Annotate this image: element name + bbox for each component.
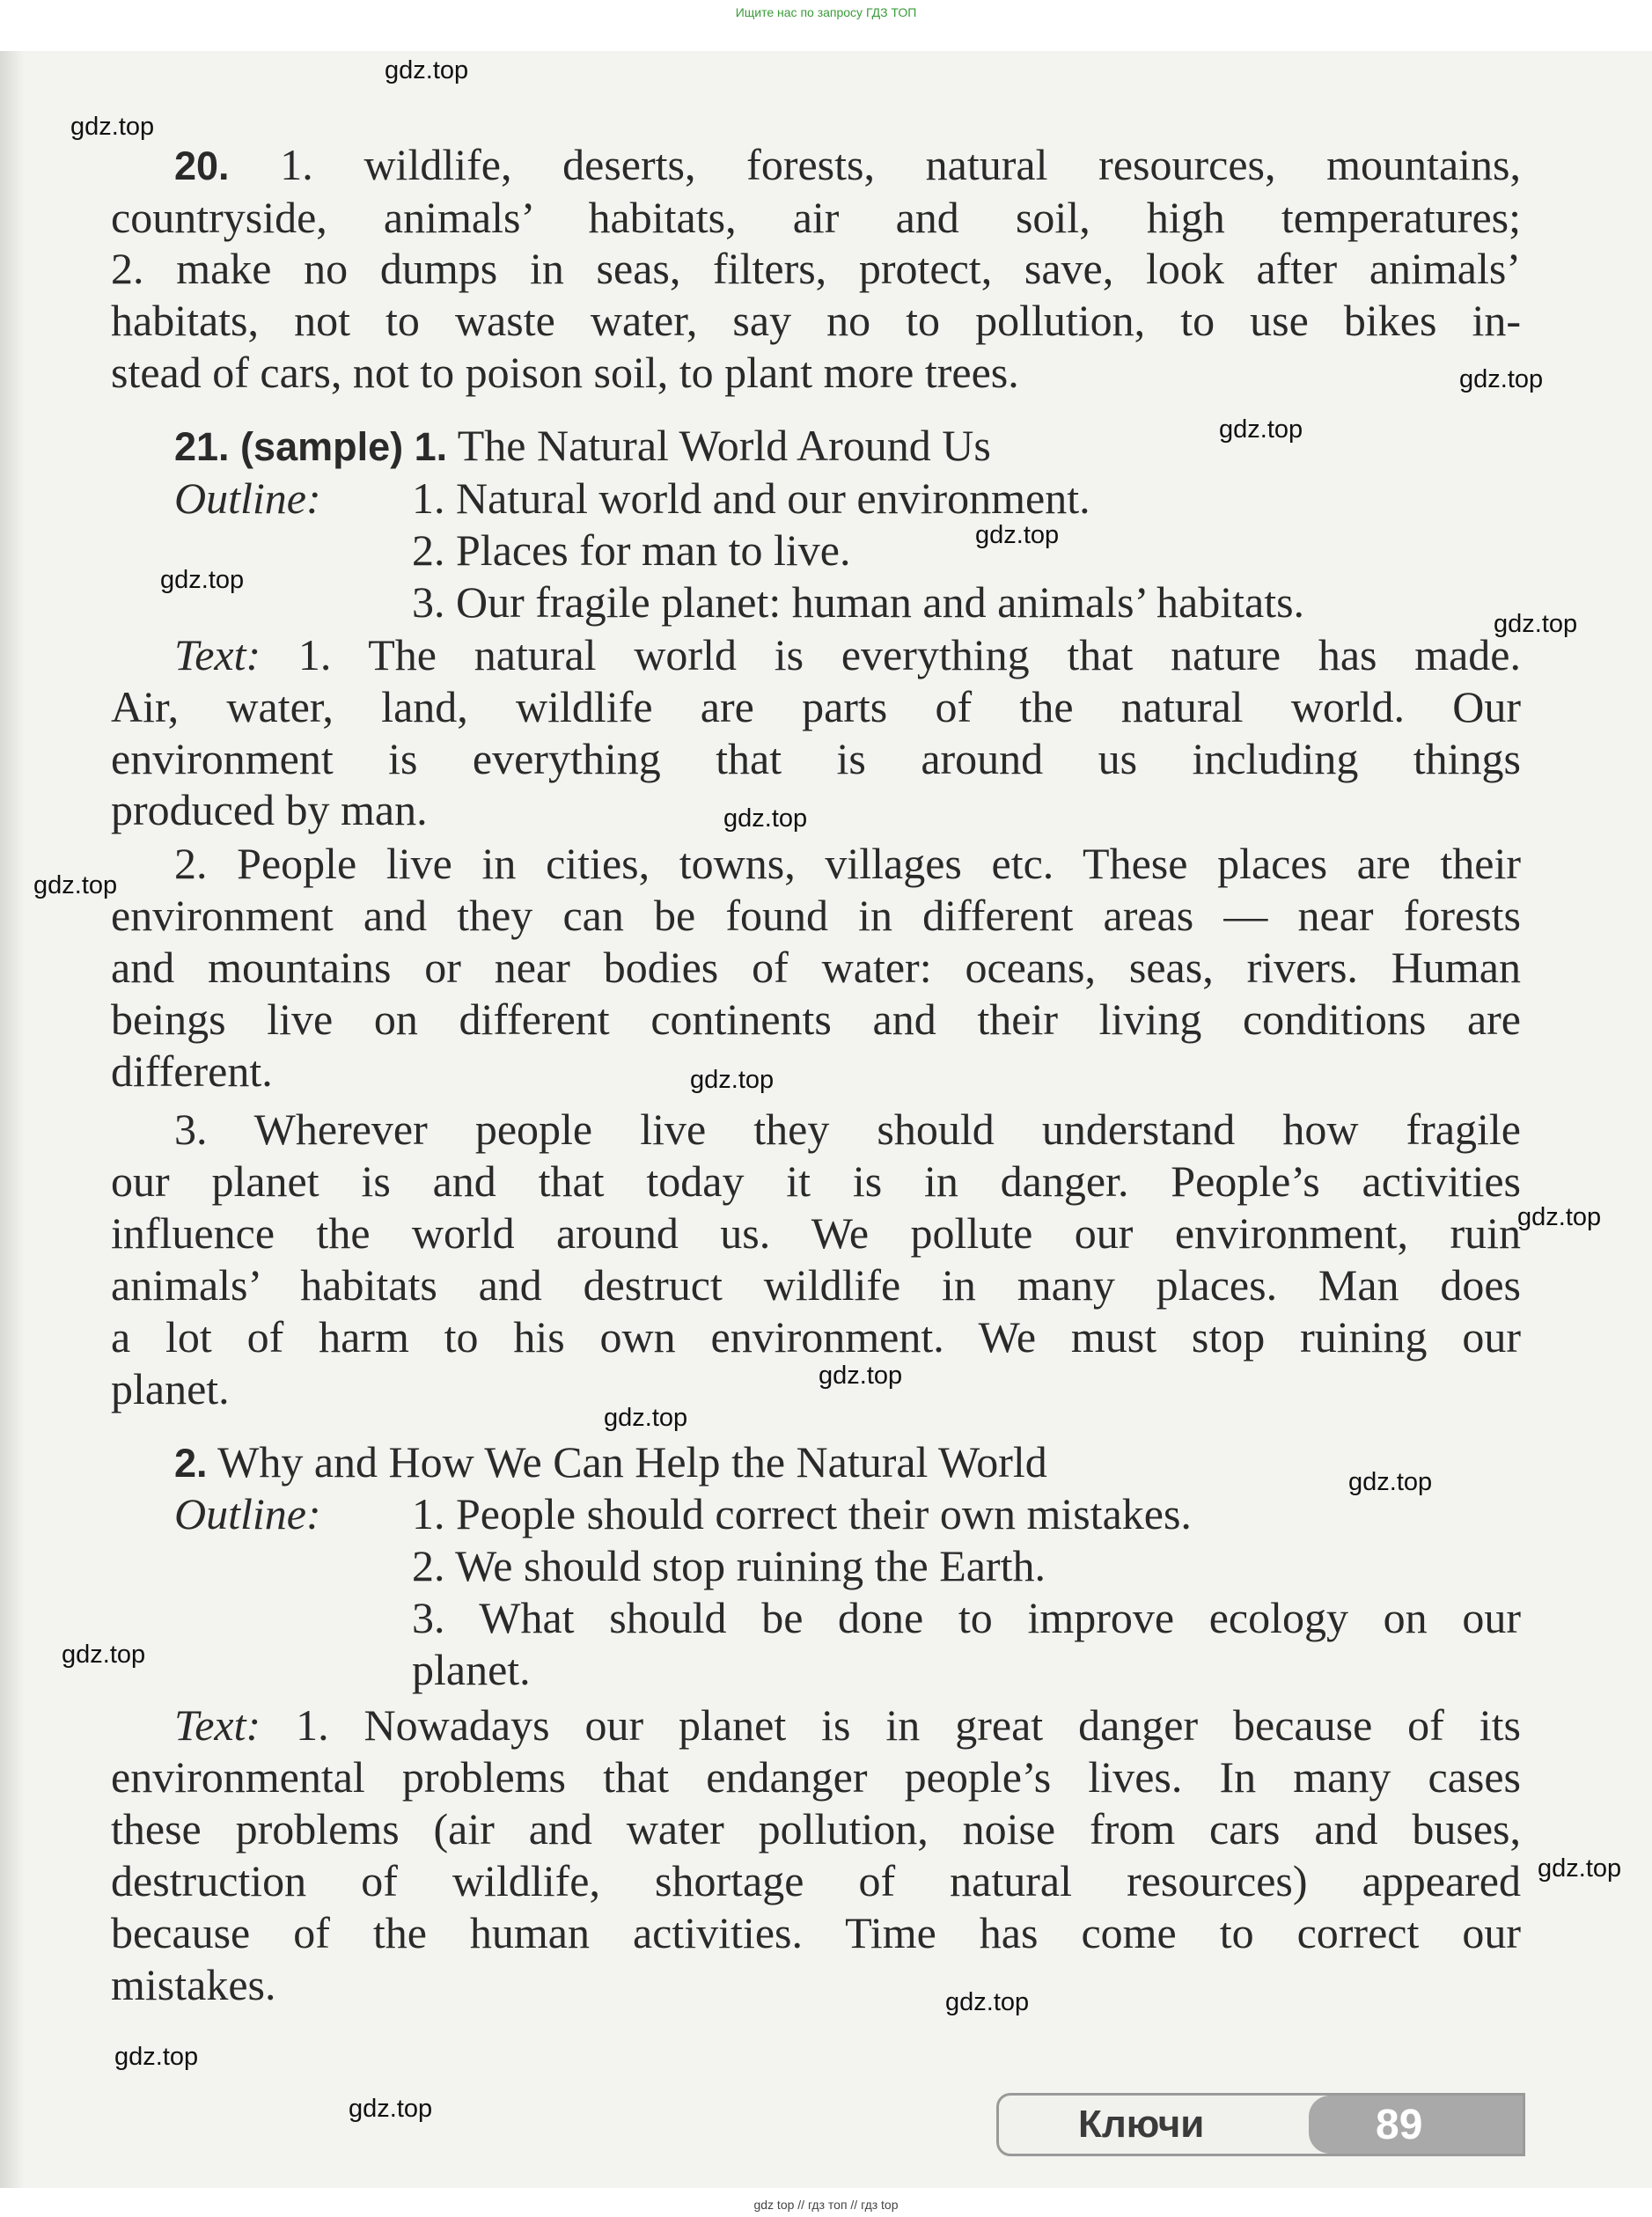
text1-line-3: environment is everything that is around us including things bbox=[111, 734, 1521, 783]
outline2-item-3-cont: planet. bbox=[412, 1645, 531, 1694]
text1-line-10: 3. Wherever people live they should understand how fragile bbox=[174, 1105, 1521, 1154]
text1-line-8: beings live on different continents and their living conditions are bbox=[111, 995, 1521, 1044]
watermark: gdz.top bbox=[1538, 1854, 1622, 1883]
watermark: gdz.top bbox=[604, 1404, 688, 1432]
page-number: 89 bbox=[1376, 2102, 1423, 2148]
watermark: gdz.top bbox=[349, 2095, 433, 2123]
page-edge-shadow bbox=[0, 51, 25, 2188]
watermark: gdz.top bbox=[1459, 365, 1544, 393]
outline2-item-2: 2. We should stop ruining the Earth. bbox=[412, 1541, 1046, 1590]
text-label-2: Text: bbox=[174, 1700, 261, 1750]
text1-line-9: different. bbox=[111, 1046, 273, 1096]
watermark: gdz.top bbox=[160, 566, 245, 594]
text1-line-14: a lot of harm to his own environment. We must stop ruining our bbox=[111, 1312, 1521, 1362]
ex20-line-2: countryside, animals’ habitats, air and soil, high temperatures; bbox=[111, 193, 1521, 242]
ex20-line-3: 2. make no dumps in seas, filters, protect, save, look after animals’ bbox=[111, 244, 1521, 293]
text2-line-2: environmental problems that endanger people’s lives. In many cases bbox=[111, 1752, 1521, 1802]
watermark: gdz.top bbox=[945, 1988, 1030, 2016]
text2-line-5: because of the human activities. Time has come to correct our bbox=[111, 1908, 1521, 1957]
bottom-notice: gdz top // гдз топ // гдз top bbox=[753, 2198, 899, 2212]
outline1-item-2: 2. Places for man to live. bbox=[412, 525, 851, 575]
outline-label-1: Outline: bbox=[174, 473, 321, 523]
text1-line-5: 2. People live in cities, towns, villages etc. These places are their bbox=[174, 839, 1521, 888]
watermark: gdz.top bbox=[1219, 415, 1303, 444]
section-label: Ключи bbox=[1078, 2103, 1205, 2146]
text1-line-12: influence the world around us. We pollute our environment, ruin bbox=[111, 1208, 1521, 1258]
watermark: gdz.top bbox=[723, 804, 808, 833]
ex20-number: 20. bbox=[174, 143, 230, 188]
ex21-number: 21. (sample) 1. bbox=[174, 424, 448, 469]
text2-line-1: Text: 1. Nowadays our planet is in great danger because of its bbox=[174, 1700, 1521, 1750]
watermark: gdz.top bbox=[1494, 610, 1578, 638]
outline2-item-3: 3. What should be done to improve ecology on our bbox=[412, 1593, 1521, 1642]
ex20-line-1: 20. 1. wildlife, deserts, forests, natural resources, mountains, bbox=[174, 140, 1521, 189]
text1-line-11: our planet is and that today it is in danger. People’s activities bbox=[111, 1156, 1521, 1206]
ex21-title-2: 2. Why and How We Can Help the Natural World bbox=[174, 1437, 1047, 1487]
text1-line-4: produced by man. bbox=[111, 785, 428, 834]
text1-line-13: animals’ habitats and destruct wildlife in many places. Man does bbox=[111, 1260, 1521, 1310]
outline1-item-1: 1. Natural world and our environment. bbox=[412, 473, 1090, 523]
ex21-part2-number: 2. bbox=[174, 1441, 208, 1486]
outline2-item-1: 1. People should correct their own mistakes. bbox=[412, 1489, 1192, 1538]
watermark: gdz.top bbox=[690, 1066, 775, 1094]
text1-line-6: environment and they can be found in different areas — near forests bbox=[111, 891, 1521, 940]
outline-label-2: Outline: bbox=[174, 1489, 321, 1538]
watermark: gdz.top bbox=[1348, 1468, 1433, 1496]
watermark: gdz.top bbox=[114, 2043, 199, 2071]
text2-line-3: these problems (air and water pollution, noise from cars and buses, bbox=[111, 1804, 1521, 1854]
text-label-1: Text: bbox=[174, 630, 261, 679]
outline1-item-3: 3. Our fragile planet: human and animals’ habitats. bbox=[412, 577, 1305, 627]
watermark: gdz.top bbox=[1517, 1203, 1602, 1231]
watermark: gdz.top bbox=[385, 56, 469, 84]
ex20-line-5: stead of cars, not to poison soil, to plant more trees. bbox=[111, 348, 1019, 397]
text1-line-2: Air, water, land, wildlife are parts of the natural world. Our bbox=[111, 682, 1521, 731]
watermark: gdz.top bbox=[819, 1362, 903, 1390]
ex20-line-4: habitats, not to waste water, say no to pollution, to use bikes in- bbox=[111, 296, 1521, 345]
ex21-title-1: 21. (sample) 1. The Natural World Around Us bbox=[174, 421, 991, 470]
watermark: gdz.top bbox=[62, 1641, 146, 1669]
text1-line-7: and mountains or near bodies of water: oceans, seas, rivers. Human bbox=[111, 943, 1521, 992]
text1-line-1: Text: 1. The natural world is everything that nature has made. bbox=[174, 630, 1521, 679]
watermark: gdz.top bbox=[70, 113, 155, 141]
page-footer-tab bbox=[996, 2093, 1525, 2156]
text1-line-15: planet. bbox=[111, 1364, 230, 1413]
watermark: gdz.top bbox=[33, 871, 118, 899]
text2-line-6: mistakes. bbox=[111, 1960, 276, 2009]
text2-line-4: destruction of wildlife, shortage of natural resources) appeared bbox=[111, 1856, 1521, 1905]
top-notice: Ищите нас по запросу ГДЗ ТОП bbox=[735, 5, 917, 19]
watermark: gdz.top bbox=[975, 521, 1060, 549]
